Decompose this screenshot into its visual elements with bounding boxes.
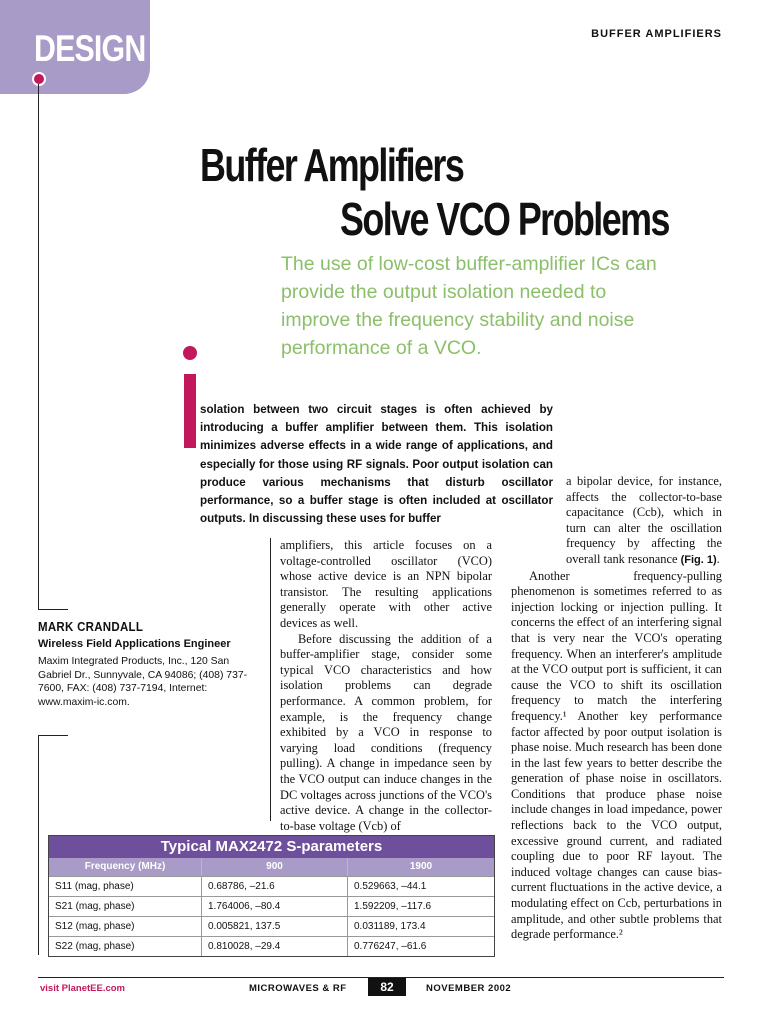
table-cell: 1.592209, –117.6: [347, 897, 494, 916]
body-paragraph: [511, 474, 722, 569]
body-paragraph: amplifiers, this article focuses on a voltage-controlled oscillator (VCO) whose active device is an NPN bipolar transistor. The resulting applications generally operate with other active devices as well.: [280, 538, 492, 630]
margin-rule: [38, 84, 39, 610]
table-title: Typical MAX2472 S-parameters: [49, 836, 494, 858]
table-cell: 0.68786, –21.6: [201, 877, 347, 896]
author-name: MARK CRANDALL: [38, 620, 144, 634]
table-header-cell: 1900: [347, 858, 494, 876]
body-column-right: [511, 474, 722, 943]
table-cell: S21 (mag, phase): [55, 901, 135, 912]
lead-paragraph: [200, 401, 553, 528]
tab-bullet-dot: [32, 72, 46, 86]
body-column-middle: [280, 538, 492, 834]
table-cell: 0.529663, –44.1: [347, 877, 494, 896]
table-cell: 0.810028, –29.4: [201, 937, 347, 956]
drop-cap-i-dot: [183, 346, 197, 360]
table-cell: 0.031189, 173.4: [347, 917, 494, 936]
body-paragraph: Before discussing the addition of a buffer-amplifier stage, consider some typical VCO characteristics and how isolation problems can degrade performance. A common problem, for example, is the frequency change exhibited by a VCO in response to varying load conditions (frequency pulling). A change in impedance seen by the VCO output can induce changes in the DC voltages across junctions of the VCO's active device. A change in the collector-to-base voltage (Vcb) of: [280, 631, 492, 833]
body-text-span: .: [716, 551, 720, 566]
running-head: BUFFER AMPLIFIERS: [591, 28, 722, 40]
author-role: Wireless Field Applications Engineer: [38, 638, 231, 650]
table-row: [49, 876, 494, 896]
margin-rule-lower: [38, 735, 39, 955]
margin-rule-tick: [38, 609, 68, 610]
issue-date: NOVEMBER 2002: [426, 983, 512, 994]
table-row: [49, 936, 494, 956]
table-row: [49, 896, 494, 916]
headline-line-1: Buffer Amplifiers: [200, 139, 464, 191]
table-cell: S22 (mag, phase): [55, 941, 135, 952]
table-header-row: [49, 858, 494, 876]
website-link[interactable]: visit PlanetEE.com: [40, 983, 126, 994]
s-parameter-table: [48, 835, 495, 957]
table-header-cell: Frequency (MHz): [84, 861, 166, 872]
magazine-name: MICROWAVES & RF: [249, 983, 347, 994]
author-address: Maxim Integrated Products, Inc., 120 San Gabriel Dr., Sunnyvale, CA 94086; (408) 737-7600, FAX: (408) 737-7194, Internet: www.maxim-ic.com.: [38, 656, 248, 708]
section-tab-label: DESIGN: [34, 28, 146, 69]
drop-cap-i-stem: [184, 374, 196, 448]
body-text-span: a bipolar device, for instance, affects the collector-to-base capacitance (Ccb), which in turn can alter the oscillation frequency by affecting the overall tank resonance: [566, 474, 722, 566]
body-paragraph: Another frequency-pulling phenomenon is sometimes referred to as injection locking or injection pulling. It concerns the effect of an interfering signal that is very near the VCO's operating frequency. When an interferer's amplitude at the VCO output port is sufficient, it can cause the VCO to shift its oscillation frequency to match the interfering frequency.¹ Another key performance factor affected by poor output isolation is phase noise. Much research has been done in the last few years to better describe the generation of phase noise in oscillators. Conditions that produce phase noise include changes in load impedance, power reflections back to the VCO output, excessive ground current, and radiated coupling due to poor RF layout. The induced voltage changes can cause bias-current fluctuations in the active device, a modulating effect on Ccb, perturbations in amplitude, and other subtle problems that degrade performance.²: [511, 568, 722, 942]
table-cell: S11 (mag, phase): [55, 881, 134, 892]
table-cell: 0.005821, 137.5: [201, 917, 347, 936]
page-number: 82: [368, 978, 406, 996]
headline-line-2: Solve VCO Problems: [340, 193, 669, 245]
column-rule: [270, 538, 271, 821]
deck-subtitle: The use of low-cost buffer-amplifier ICs can provide the output isolation needed to improve the frequency stability and noise performance of a VCO.: [281, 253, 657, 359]
table-cell: S12 (mag, phase): [55, 921, 135, 932]
lead-text: solation between two circuit stages is often achieved by introducing a buffer amplifier between them. This isolation minimizes adverse effects in a wide range of applications, and especially for those using RF signals. Poor output isolation can produce various mechanisms that disturb oscillator performance, so a buffer stage is often included at oscillator outputs. In discussing these uses for buffer: [200, 403, 553, 526]
table-cell: 0.776247, –61.6: [347, 937, 494, 956]
table-header-cell: 900: [201, 858, 347, 876]
figure-reference: (Fig. 1): [680, 553, 717, 566]
table-cell: 1.764006, –80.4: [201, 897, 347, 916]
table-row: [49, 916, 494, 936]
author-block: [38, 620, 253, 709]
margin-rule-lower-tick: [38, 735, 68, 736]
